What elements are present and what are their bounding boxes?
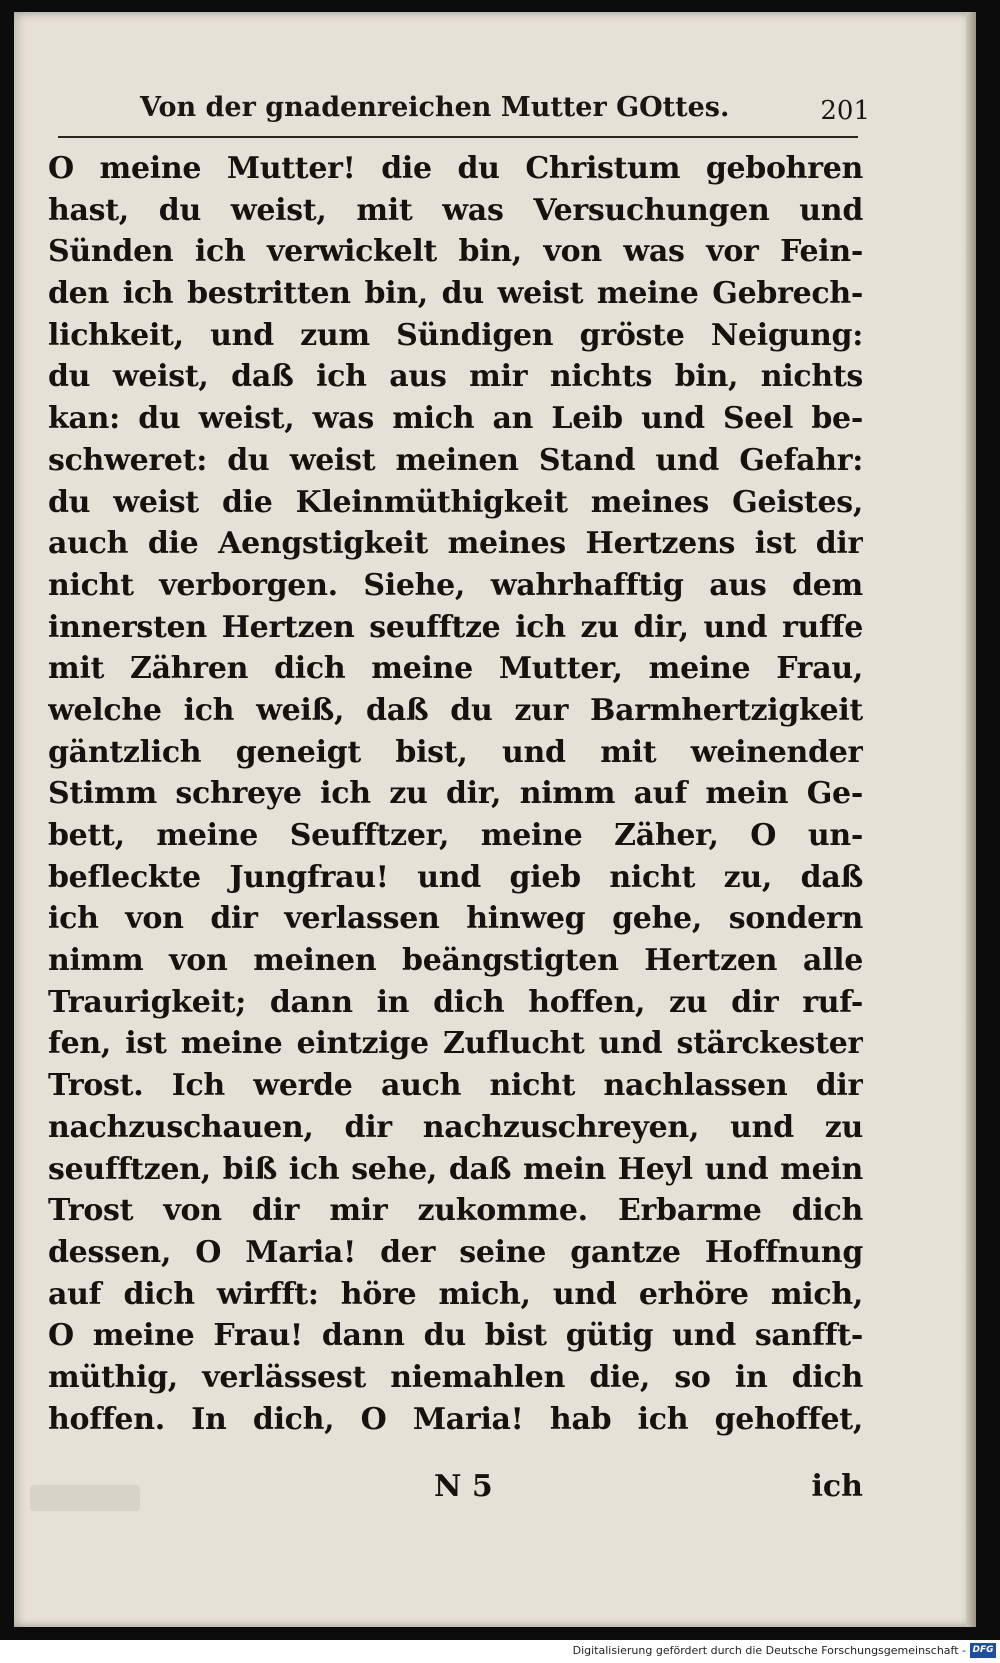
text-line: seufftzen, biß ich sehe, daß mein Heyl und mein xyxy=(48,1151,863,1187)
running-title: Von der gnadenreichen Mutter GOttes. xyxy=(140,92,730,123)
text-line: schweret: du weist meinen Stand und Gefahr: xyxy=(48,442,863,478)
text-line: du weist, daß ich aus mir nichts bin, nichts xyxy=(48,359,863,395)
running-head xyxy=(140,88,870,128)
page-edge xyxy=(966,12,976,1627)
text-line: Trost. Ich werde auch nicht nachlassen dir xyxy=(48,1068,863,1104)
text-line: ich von dir verlassen hinweg gehe, sondern xyxy=(48,901,863,937)
page-footer xyxy=(48,1465,863,1509)
text-line: O meine Frau! dann du bist gütig und sanfft- xyxy=(48,1318,863,1354)
page-number: 201 xyxy=(820,96,870,126)
text-line: nachzuschauen, dir nachzuschreyen, und zu xyxy=(48,1109,863,1145)
text-line: hoffen. In dich, O Maria! hab ich gehoffet, xyxy=(48,1401,863,1437)
text-line: müthig, verlässest niemahlen die, so in dich xyxy=(48,1359,863,1395)
body-text xyxy=(48,148,863,1440)
text-line: Sünden ich verwickelt bin, von was vor Fein- xyxy=(48,234,863,270)
text-line: befleckte Jungfrau! und gieb nicht zu, daß xyxy=(48,859,863,895)
text-line: Trost von dir mir zukomme. Erbarme dich xyxy=(48,1193,863,1229)
text-line: auch die Aengstigkeit meines Hertzens ist dir xyxy=(48,526,863,562)
text-line: mit Zähren dich meine Mutter, meine Frau, xyxy=(48,651,863,687)
text-line: Stimm schreye ich zu dir, nimm auf mein Ge- xyxy=(48,776,863,812)
text-line: nimm von meinen beängstigten Hertzen alle xyxy=(48,943,863,979)
text-line: lichkeit, und zum Sündigen gröste Neigung: xyxy=(48,317,863,353)
text-line: Traurigkeit; dann in dich hoffen, zu dir ruf- xyxy=(48,984,863,1020)
text-line: fen, ist meine eintzige Zuflucht und stärckester xyxy=(48,1026,863,1062)
text-line: du weist die Kleinmüthigkeit meines Geistes, xyxy=(48,484,863,520)
header-rule xyxy=(58,136,858,138)
text-line: dessen, O Maria! der seine gantze Hoffnung xyxy=(48,1234,863,1270)
text-line: O meine Mutter! die du Christum gebohren xyxy=(48,151,863,186)
signature-mark: N 5 xyxy=(434,1469,493,1504)
text-line: den ich bestritten bin, du weist meine Gebrech- xyxy=(48,276,863,312)
text-line: gäntzlich geneigt bist, und mit weinender xyxy=(48,734,863,770)
text-line: bett, meine Seufftzer, meine Zäher, O un- xyxy=(48,818,863,853)
text-line: innersten Hertzen seufftze ich zu dir, und ruffe xyxy=(48,609,863,645)
text-line: auf dich wirfft: höre mich, und erhöre mich, xyxy=(48,1276,863,1312)
text-line: nicht verborgen. Siehe, wahrhafftig aus dem xyxy=(48,567,863,603)
text-line: hast, du weist, mit was Versuchungen und xyxy=(48,192,863,228)
text-line: welche ich weiß, daß du zur Barmhertzigkeit xyxy=(48,692,863,728)
credit-bar xyxy=(0,1640,1000,1663)
text-line: kan: du weist, was mich an Leib und Seel be- xyxy=(48,401,863,437)
dfg-logo-icon[interactable]: DFG xyxy=(970,1643,996,1658)
catchword: ich xyxy=(811,1469,863,1504)
credit-text: Digitalisierung gefördert durch die Deutsche Forschungsgemeinschaft - xyxy=(572,1644,966,1657)
